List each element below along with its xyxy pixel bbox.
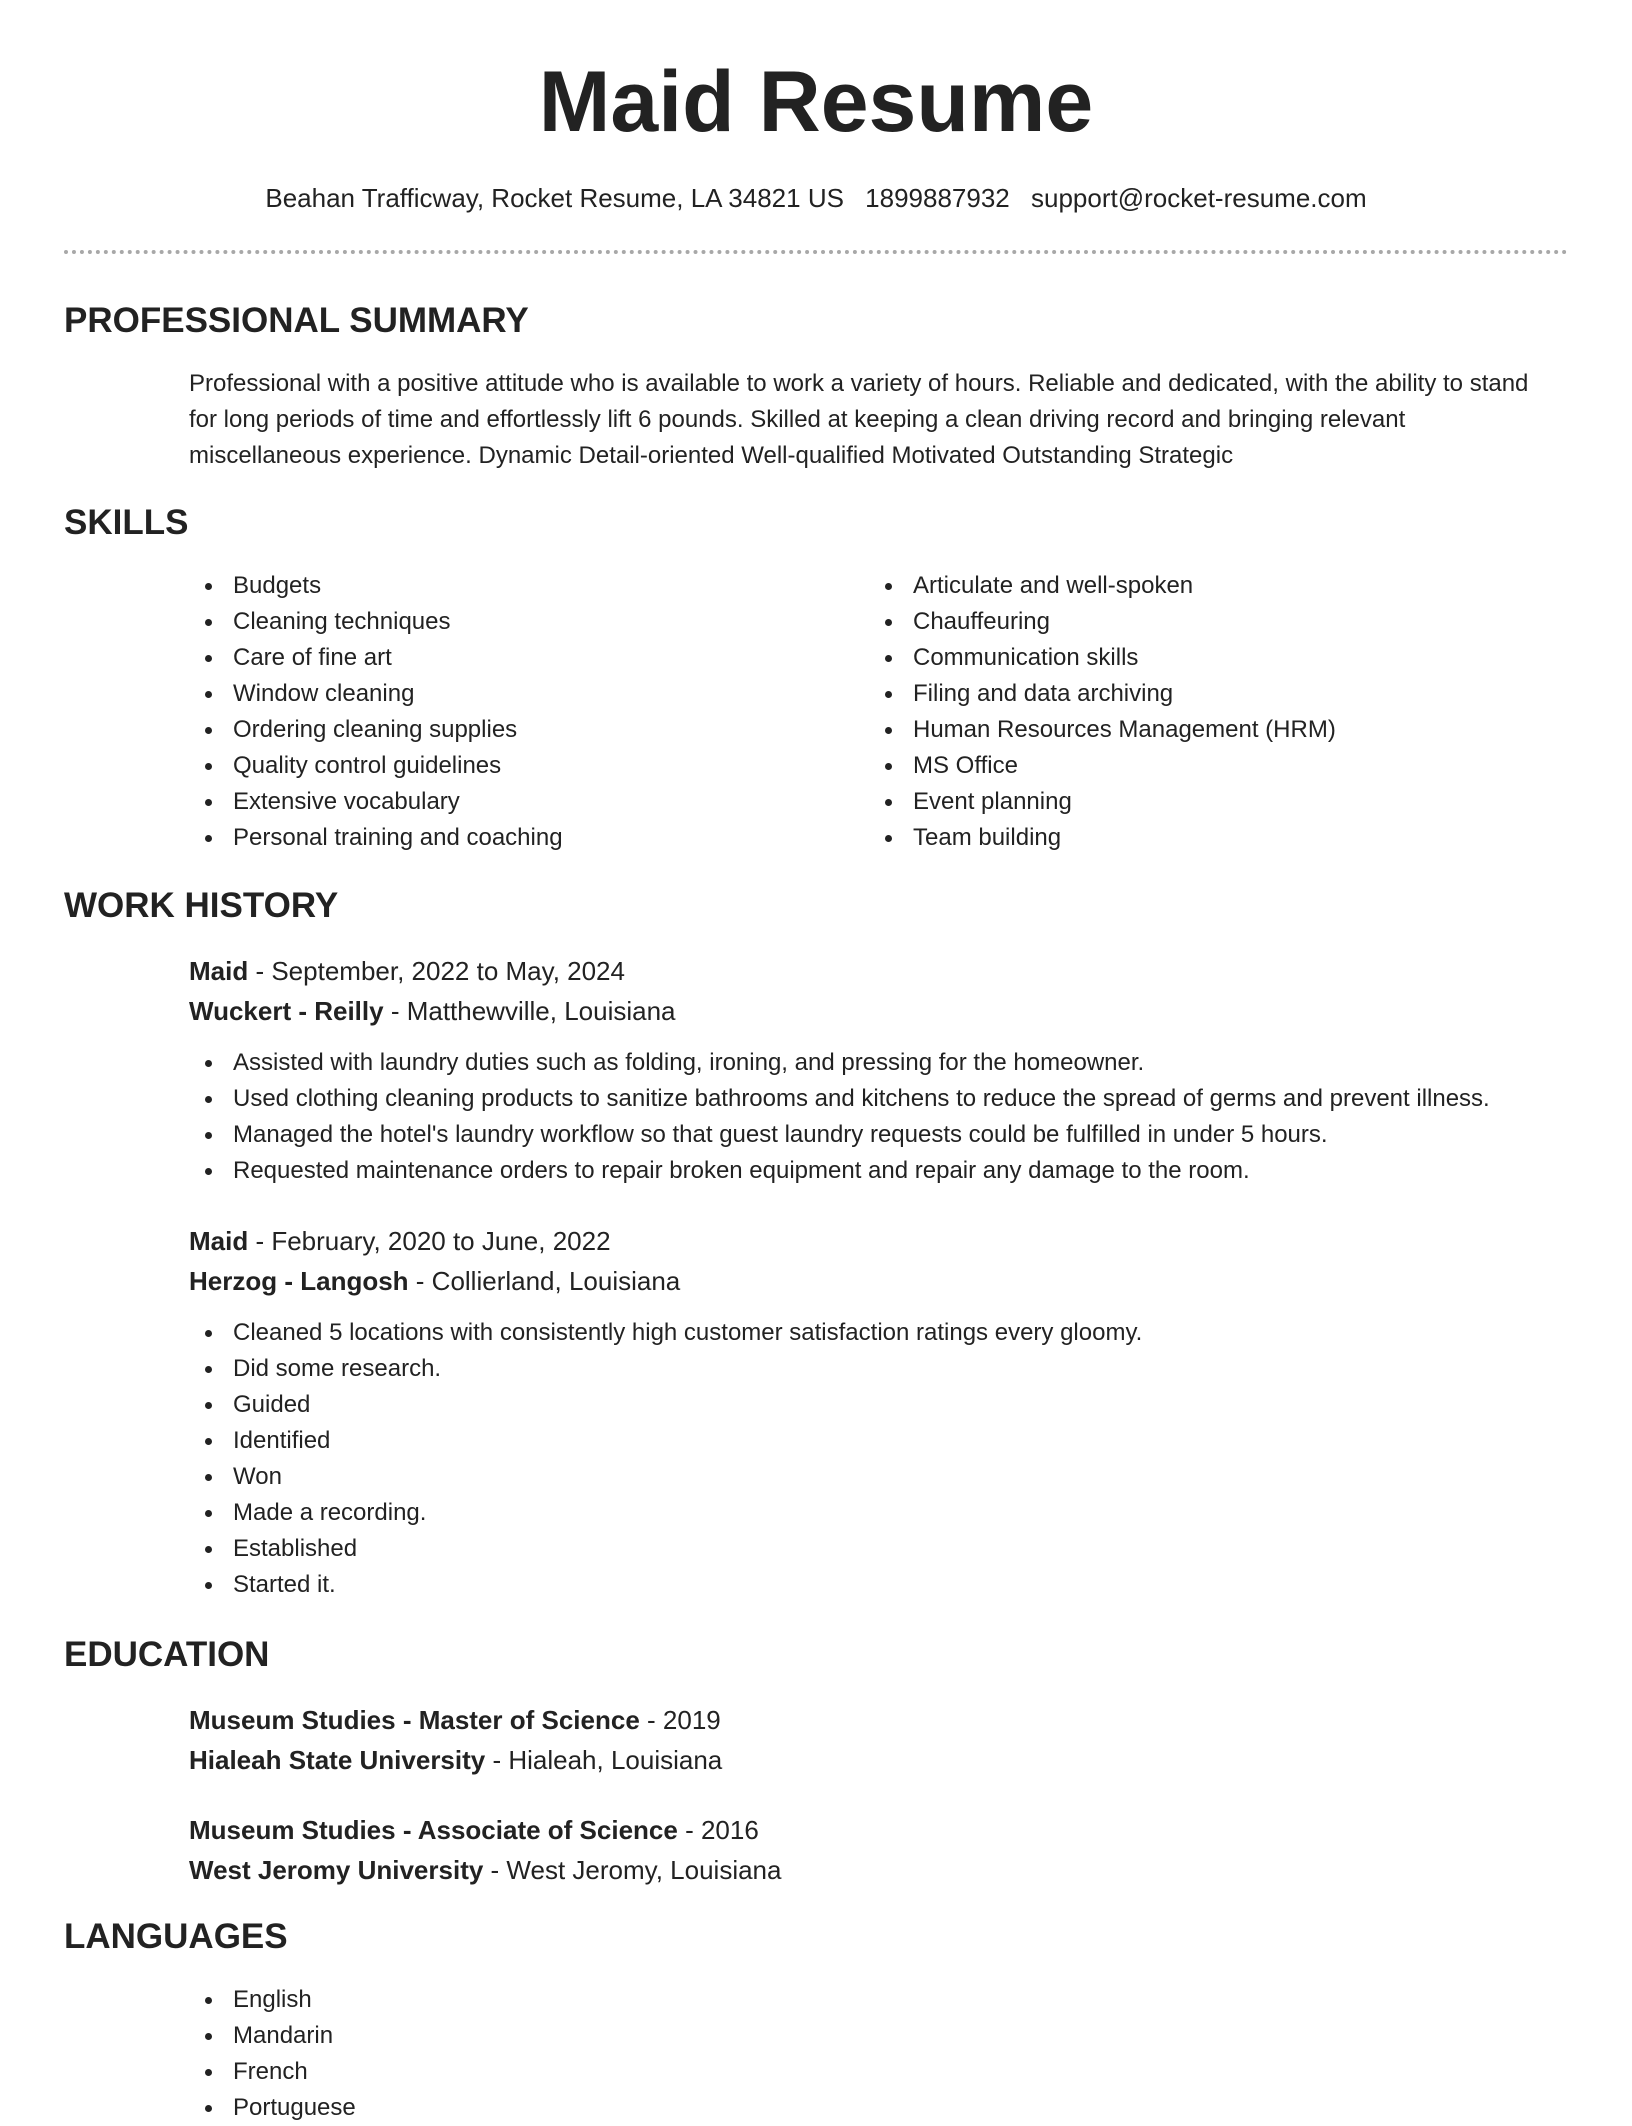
duty-item: Cleaned 5 locations with consistently high customer satisfaction ratings every gloomy.: [189, 1315, 1529, 1351]
skill-item: Articulate and well-spoken: [869, 568, 1509, 604]
duty-item: Used clothing cleaning products to sanitize bathrooms and kitchens to reduce the spread of germs and prevent illness.: [189, 1081, 1529, 1117]
duty-item: Guided: [189, 1387, 1529, 1423]
job-1-duties: [189, 1045, 1529, 1189]
duty-item: Started it.: [189, 1567, 1529, 1603]
job-title-line: [189, 1221, 1529, 1261]
duty-item: Made a recording.: [189, 1495, 1529, 1531]
duty-item: Managed the hotel's laundry workflow so that guest laundry requests could be fulfilled in under 5 hours.: [189, 1117, 1529, 1153]
job-entry-2: [189, 1221, 1529, 1301]
degree-year: - 2019: [639, 1705, 721, 1735]
skills-heading: SKILLS: [64, 503, 189, 542]
job-duties-list: [189, 1315, 1529, 1603]
skill-item: MS Office: [869, 748, 1509, 784]
job-entry-1: [189, 951, 1529, 1031]
summary-heading: PROFESSIONAL SUMMARY: [64, 301, 529, 340]
school-name: Hialeah State University: [189, 1745, 486, 1775]
duty-item: Established: [189, 1531, 1529, 1567]
skills-list-left: [189, 568, 829, 856]
header-divider: [64, 250, 1568, 254]
language-item: Portuguese: [189, 2090, 1529, 2126]
skill-item: Ordering cleaning supplies: [189, 712, 829, 748]
job-title: Maid: [189, 956, 249, 986]
skill-item: Filing and data archiving: [869, 676, 1509, 712]
languages-heading: LANGUAGES: [64, 1917, 288, 1956]
contact-phone: 1899887932: [865, 183, 1010, 213]
skill-item: Window cleaning: [189, 676, 829, 712]
job-dates: - September, 2022 to May, 2024: [248, 956, 625, 986]
contact-address: Beahan Trafficway, Rocket Resume, LA 34821 US: [265, 183, 844, 213]
duty-item: Did some research.: [189, 1351, 1529, 1387]
skill-item: Cleaning techniques: [189, 604, 829, 640]
duty-item: Won: [189, 1459, 1529, 1495]
contact-email: support@rocket-resume.com: [1031, 183, 1367, 213]
school-location: - West Jeromy, Louisiana: [483, 1855, 782, 1885]
degree-year: - 2016: [677, 1815, 759, 1845]
language-item: English: [189, 1982, 1529, 2018]
skill-item: Human Resources Management (HRM): [869, 712, 1509, 748]
job-location: - Matthewville, Louisiana: [383, 996, 676, 1026]
work-heading: WORK HISTORY: [64, 886, 339, 925]
contact-line: [0, 180, 1632, 216]
skills-column-left: [189, 568, 829, 856]
degree-name: Museum Studies - Master of Science: [189, 1705, 640, 1735]
education-entry-1: [189, 1700, 1529, 1780]
skill-item: Quality control guidelines: [189, 748, 829, 784]
school-line: [189, 1740, 1529, 1780]
school-location: - Hialeah, Louisiana: [485, 1745, 723, 1775]
job-2-duties: [189, 1315, 1529, 1603]
job-company-line: [189, 1261, 1529, 1301]
degree-line: [189, 1700, 1529, 1740]
job-title: Maid: [189, 1226, 249, 1256]
job-company: Wuckert - Reilly: [189, 996, 384, 1026]
job-dates: - February, 2020 to June, 2022: [248, 1226, 611, 1256]
resume-title: Maid Resume: [538, 54, 1094, 150]
languages-block: [189, 1982, 1529, 2126]
job-location: - Collierland, Louisiana: [408, 1266, 681, 1296]
job-title-line: [189, 951, 1529, 991]
school-line: [189, 1850, 1529, 1890]
skills-list-right: [869, 568, 1509, 856]
skills-column-right: [869, 568, 1509, 856]
skill-item: Event planning: [869, 784, 1509, 820]
school-name: West Jeromy University: [189, 1855, 484, 1885]
skill-item: Chauffeuring: [869, 604, 1509, 640]
summary-text: Professional with a positive attitude who is available to work a variety of hours. Reliable and dedicated, with the ability to stand for long periods of time and effortlessly lift 6 pounds. Skilled at keeping a clean driving record and bringing relevant miscellaneous experience. Dynamic Detail-oriented Well-qualified Motivated Outstanding Strategic: [189, 370, 1529, 469]
skill-item: Personal training and coaching: [189, 820, 829, 856]
languages-list: [189, 1982, 1529, 2126]
degree-line: [189, 1810, 1529, 1850]
skill-item: Communication skills: [869, 640, 1509, 676]
language-item: French: [189, 2054, 1529, 2090]
skill-item: Care of fine art: [189, 640, 829, 676]
job-duties-list: [189, 1045, 1529, 1189]
skill-item: Extensive vocabulary: [189, 784, 829, 820]
skill-item: Budgets: [189, 568, 829, 604]
education-heading: EDUCATION: [64, 1635, 270, 1674]
job-company: Herzog - Langosh: [189, 1266, 409, 1296]
language-item: Mandarin: [189, 2018, 1529, 2054]
duty-item: Assisted with laundry duties such as folding, ironing, and pressing for the homeowner.: [189, 1045, 1529, 1081]
duty-item: Requested maintenance orders to repair broken equipment and repair any damage to the room.: [189, 1153, 1529, 1189]
degree-name: Museum Studies - Associate of Science: [189, 1815, 678, 1845]
duty-item: Identified: [189, 1423, 1529, 1459]
education-entry-2: [189, 1810, 1529, 1890]
job-company-line: [189, 991, 1529, 1031]
skill-item: Team building: [869, 820, 1509, 856]
